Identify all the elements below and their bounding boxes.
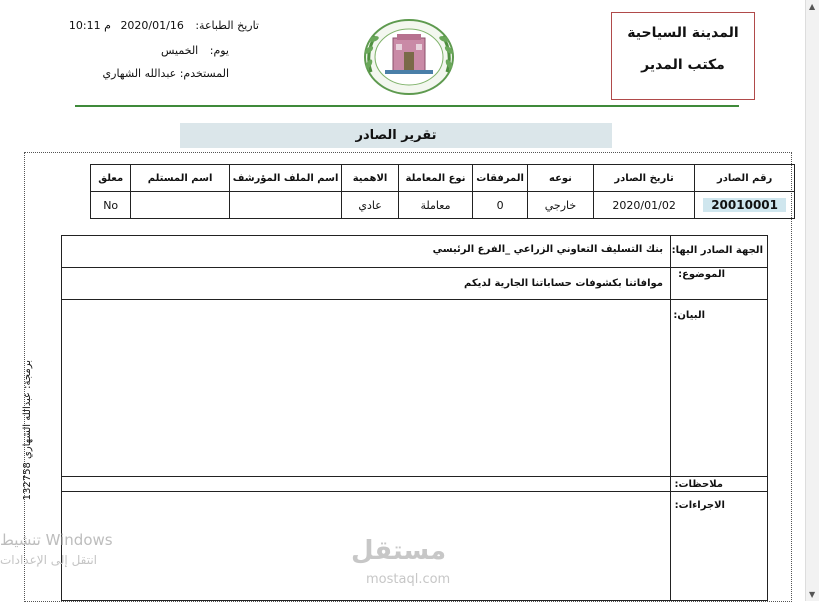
col-header: رقم الصادر [695,165,795,192]
row-divider [62,476,767,477]
watermark-logo: مستقل [351,536,447,566]
table-row [91,192,795,219]
recipient-value: بنك التسليف التعاوني الزراعي _الفرع الرئيسي [432,244,663,255]
city-logo [357,14,461,100]
org-name: المدينة السياحية [627,25,739,41]
table-cell: خارجي [527,192,593,219]
col-header: نوع المعاملة [398,165,473,192]
row-divider [62,491,767,492]
table-header-row [91,165,795,192]
actions-label: الاجراءات: [674,500,725,511]
ref-cell [695,192,795,219]
print-date-label: تاريخ الطباعة: [195,19,259,32]
header-divider [75,105,739,107]
activation-subtitle: انتقل إلى الإعدادات [0,553,98,567]
org-office: مكتب المدير [641,57,725,73]
notes-label: ملاحظات: [674,479,723,490]
ref-number: 20010001 [703,198,786,212]
table-cell [229,192,342,219]
watermark-url: mostaql.com [366,572,451,587]
statement-label: البيان: [673,310,705,321]
col-header: المرفقات [473,165,528,192]
side-credit: برمجة: عبدالله الشهاري 132758 [22,360,33,501]
print-time-marker: م [104,19,111,32]
col-header: الاهمية [342,165,398,192]
outgoing-table [90,164,795,219]
table-cell: No [91,192,131,219]
day-value: الخميس [161,44,199,57]
col-header: معلق [91,165,131,192]
table-cell [131,192,229,219]
table-cell: عادي [342,192,398,219]
user-value: عبدالله الشهاري [102,67,177,80]
table-cell: 2020/01/02 [594,192,695,219]
scroll-up-icon[interactable]: ▲ [809,2,816,11]
col-header: تاريخ الصادر [594,165,695,192]
vertical-scrollbar[interactable] [805,0,819,601]
user-row [103,67,229,80]
day-row [161,44,229,57]
org-box [611,12,755,100]
activation-title: تنشيط Windows [0,531,113,549]
row-divider [62,267,767,268]
scroll-down-icon[interactable]: ▼ [809,590,816,599]
col-header: اسم المستلم [131,165,229,192]
col-header: نوعه [527,165,593,192]
table-cell: 0 [473,192,528,219]
print-date-row [69,19,259,32]
print-date-value: 2020/01/16 [120,19,184,32]
day-label: يوم: [209,44,229,57]
subject-label: الموضوع: [678,269,725,280]
print-time-value: 10:11 [68,19,101,32]
recipient-label: الجهة الصادر اليها: [671,245,763,256]
subject-value: موافاتنا بكشوفات حساباتنا الجارية لديكم [464,278,663,289]
user-label: المستخدم: [179,67,229,80]
row-divider [62,299,767,300]
table-cell: معاملة [398,192,473,219]
report-title: تقرير الصادر [180,123,612,148]
label-separator [670,236,671,600]
col-header: اسم الملف المؤرشف [229,165,342,192]
